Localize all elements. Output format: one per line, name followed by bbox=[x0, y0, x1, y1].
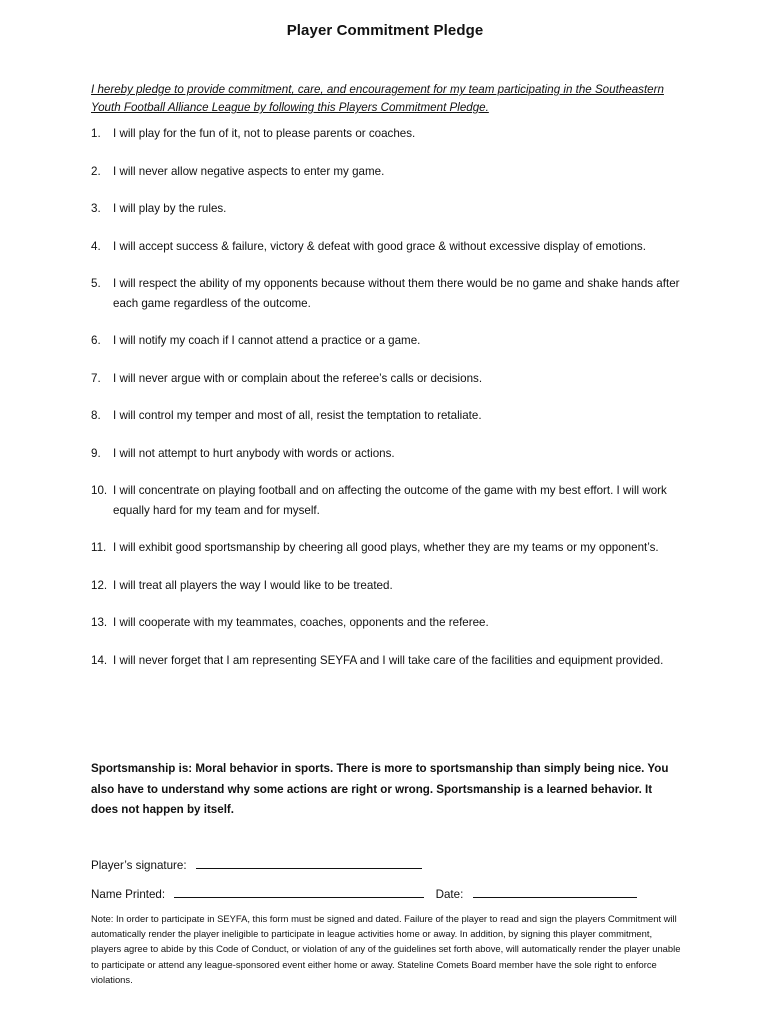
pledge-intro: I hereby pledge to provide commitment, care, and encouragement for my team participating in the Southeastern Youth Football Alliance League by following this Players Commitment Pledge. bbox=[91, 83, 664, 114]
list-item bbox=[91, 613, 691, 633]
item-text: I will never forget that I am representing SEYFA and I will take care of the facilities and equipment provided. bbox=[113, 653, 664, 667]
signature-label: Player’s signature: bbox=[91, 859, 187, 872]
name-printed-label: Name Printed: bbox=[91, 888, 166, 901]
name-printed-line[interactable] bbox=[174, 885, 424, 898]
item-text: I will never argue with or complain about the referee’s calls or decisions. bbox=[113, 371, 483, 385]
list-item bbox=[91, 651, 691, 671]
item-text: I will control my temper and most of all, resist the temptation to retaliate. bbox=[113, 409, 482, 422]
item-number: 3. bbox=[91, 202, 101, 215]
item-number: 2. bbox=[91, 164, 101, 178]
item-number: 8. bbox=[91, 409, 101, 422]
item-number: 12. bbox=[91, 578, 108, 592]
name-date-row bbox=[91, 885, 637, 901]
item-number: 13. bbox=[91, 616, 108, 629]
page-title: Player Commitment Pledge bbox=[286, 22, 484, 39]
item-number: 14. bbox=[91, 653, 108, 667]
list-item bbox=[91, 576, 691, 596]
item-text: I will treat all players the way I would like to be treated. bbox=[113, 578, 393, 592]
list-item bbox=[91, 331, 691, 351]
list-item bbox=[91, 369, 691, 389]
sportsmanship-definition: Sportsmanship is: Moral behavior in sports. There is more to sportsmanship than simply being nice. You also have to understand why some actions are right or wrong. Sportsmanship is a learned behavior. It does not happen by itself. bbox=[91, 762, 669, 816]
item-text: I will cooperate with my teammates, coaches, opponents and the referee. bbox=[113, 616, 489, 629]
item-number: 11. bbox=[91, 541, 107, 554]
item-text: I will never allow negative aspects to enter my game. bbox=[113, 164, 385, 178]
item-text: I will exhibit good sportsmanship by cheering all good plays, whether they are my teams or my opponent’s. bbox=[113, 541, 659, 554]
pledge-list bbox=[91, 124, 691, 688]
date-label: Date: bbox=[435, 888, 464, 901]
list-item bbox=[91, 538, 691, 558]
item-number: 5. bbox=[91, 277, 101, 290]
item-text: I will accept success & failure, victory & defeat with good grace & without excessive display of emotions. bbox=[113, 239, 646, 253]
date-line[interactable] bbox=[473, 885, 637, 898]
note-paragraph: Note: In order to participate in SEYFA, this form must be signed and dated. Failure of the player to read and sign the players Commitment will automatically render the player ineligible to participate in league activities home or away. In addition, by signing this player commitment, players agree to abide by this Code of Conduct, or violation of any of the guidelines set forth above, will automatically render the player unable to participate or attend any league-sponsored event either home or away. Stateline Comets Board member have the sole right to enforce violations. bbox=[91, 913, 681, 985]
list-item bbox=[91, 481, 691, 520]
item-text: I will play by the rules. bbox=[113, 202, 227, 215]
item-text: I will notify my coach if I cannot attend a practice or a game. bbox=[113, 334, 421, 347]
list-item bbox=[91, 237, 691, 257]
item-text: I will not attempt to hurt anybody with words or actions. bbox=[113, 446, 395, 460]
list-item bbox=[91, 124, 691, 144]
signature-row bbox=[91, 856, 422, 872]
item-text: I will respect the ability of my opponents because without them there would be no game and shake hands after each game regardless of the outcome. bbox=[113, 277, 680, 310]
item-text: I will concentrate on playing football and on affecting the outcome of the game with my best effort. I will work equally hard for my team and for myself. bbox=[113, 484, 667, 517]
item-number: 6. bbox=[91, 334, 101, 347]
item-number: 7. bbox=[91, 371, 101, 385]
item-text: I will play for the fun of it, not to please parents or coaches. bbox=[113, 127, 416, 140]
signature-line[interactable] bbox=[196, 856, 422, 869]
list-item bbox=[91, 406, 691, 426]
list-item bbox=[91, 444, 691, 464]
item-number: 9. bbox=[91, 446, 101, 460]
list-item bbox=[91, 162, 691, 182]
list-item bbox=[91, 274, 691, 313]
item-number: 10. bbox=[91, 484, 108, 497]
item-number: 1. bbox=[91, 127, 101, 140]
list-item bbox=[91, 199, 691, 219]
item-number: 4. bbox=[91, 239, 101, 253]
